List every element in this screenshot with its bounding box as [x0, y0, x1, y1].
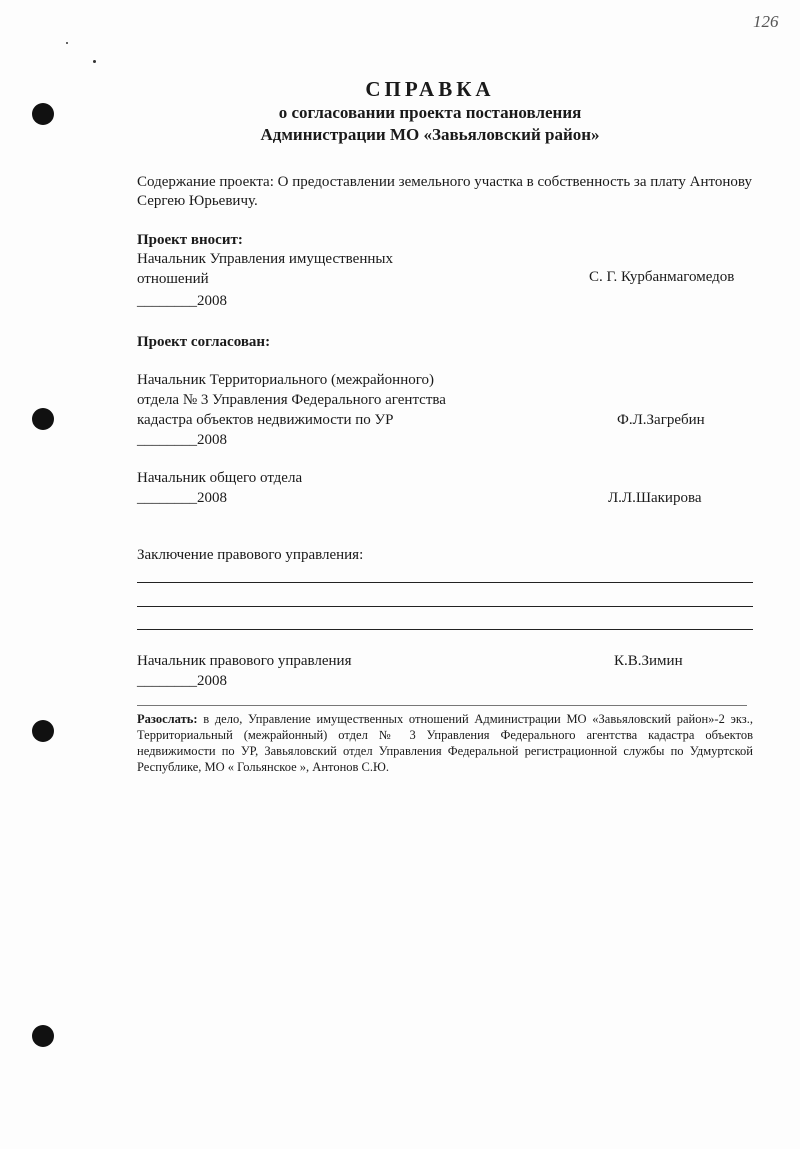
legal-head-date: ________2008	[137, 673, 227, 689]
distribution-text: в дело, Управление имущественных отношений Администрации МО «Завьяловский район»-2 экз., Территориальный (межрайонный) отдел № 3 Управления Федерального агентства кадастра объектов недвижимости по УР, Завьяловский отдел Управления Федеральной регистрационной службы по Удмуртской Республике, МО « Гольянское », Антонов С.Ю.	[137, 712, 753, 774]
conclusion-line	[137, 582, 753, 583]
document-title	[0, 77, 800, 146]
submits-position-line-2: отношений	[137, 271, 209, 287]
approver-2-line-1: Начальник общего отдела	[137, 470, 303, 486]
distribution-separator	[137, 705, 747, 706]
submits-signer: С. Г. Курбанмагомедов	[589, 269, 735, 285]
handwritten-page-number: 126	[753, 12, 779, 31]
approved-heading: Проект согласован:	[137, 334, 271, 350]
approver-1-line-1: Начальник Территориального (межрайонного)	[137, 372, 434, 388]
title-line-2: Администрации МО «Завьяловский район»	[260, 125, 600, 144]
punch-hole	[32, 720, 54, 742]
conclusion-line	[137, 629, 753, 630]
punch-hole	[32, 408, 54, 430]
project-content: Содержание проекта: О предоставлении земельного участка в собственность за плату Антонову Сергею Юрьевичу.	[137, 174, 752, 209]
legal-conclusion-label: Заключение правового управления:	[137, 547, 364, 563]
approver-2-date: ________2008	[137, 490, 227, 506]
approver-2-signer: Л.Л.Шакирова	[608, 490, 702, 506]
distribution-list	[137, 711, 753, 775]
approver-1-date: ________2008	[137, 432, 227, 448]
legal-head-position: Начальник правового управления	[137, 653, 352, 669]
title-main: СПРАВКА	[365, 77, 495, 101]
punch-hole	[32, 1025, 54, 1047]
legal-head-signer: К.В.Зимин	[614, 653, 683, 669]
approver-1-line-2: отдела № 3 Управления Федерального агентства	[137, 392, 446, 408]
scan-speck	[93, 60, 96, 63]
conclusion-line	[137, 606, 753, 607]
approver-1-signer: Ф.Л.Загребин	[617, 412, 705, 428]
scan-speck	[66, 42, 68, 44]
submits-date: ________2008	[137, 293, 227, 309]
submits-position-line-1: Начальник Управления имущественных	[137, 251, 393, 267]
title-line-1: о согласовании проекта постановления	[278, 103, 582, 122]
submits-heading: Проект вносит:	[137, 232, 243, 248]
distribution-label: Разослать:	[137, 712, 198, 726]
approver-1-line-3: кадастра объектов недвижимости по УР	[137, 412, 394, 428]
